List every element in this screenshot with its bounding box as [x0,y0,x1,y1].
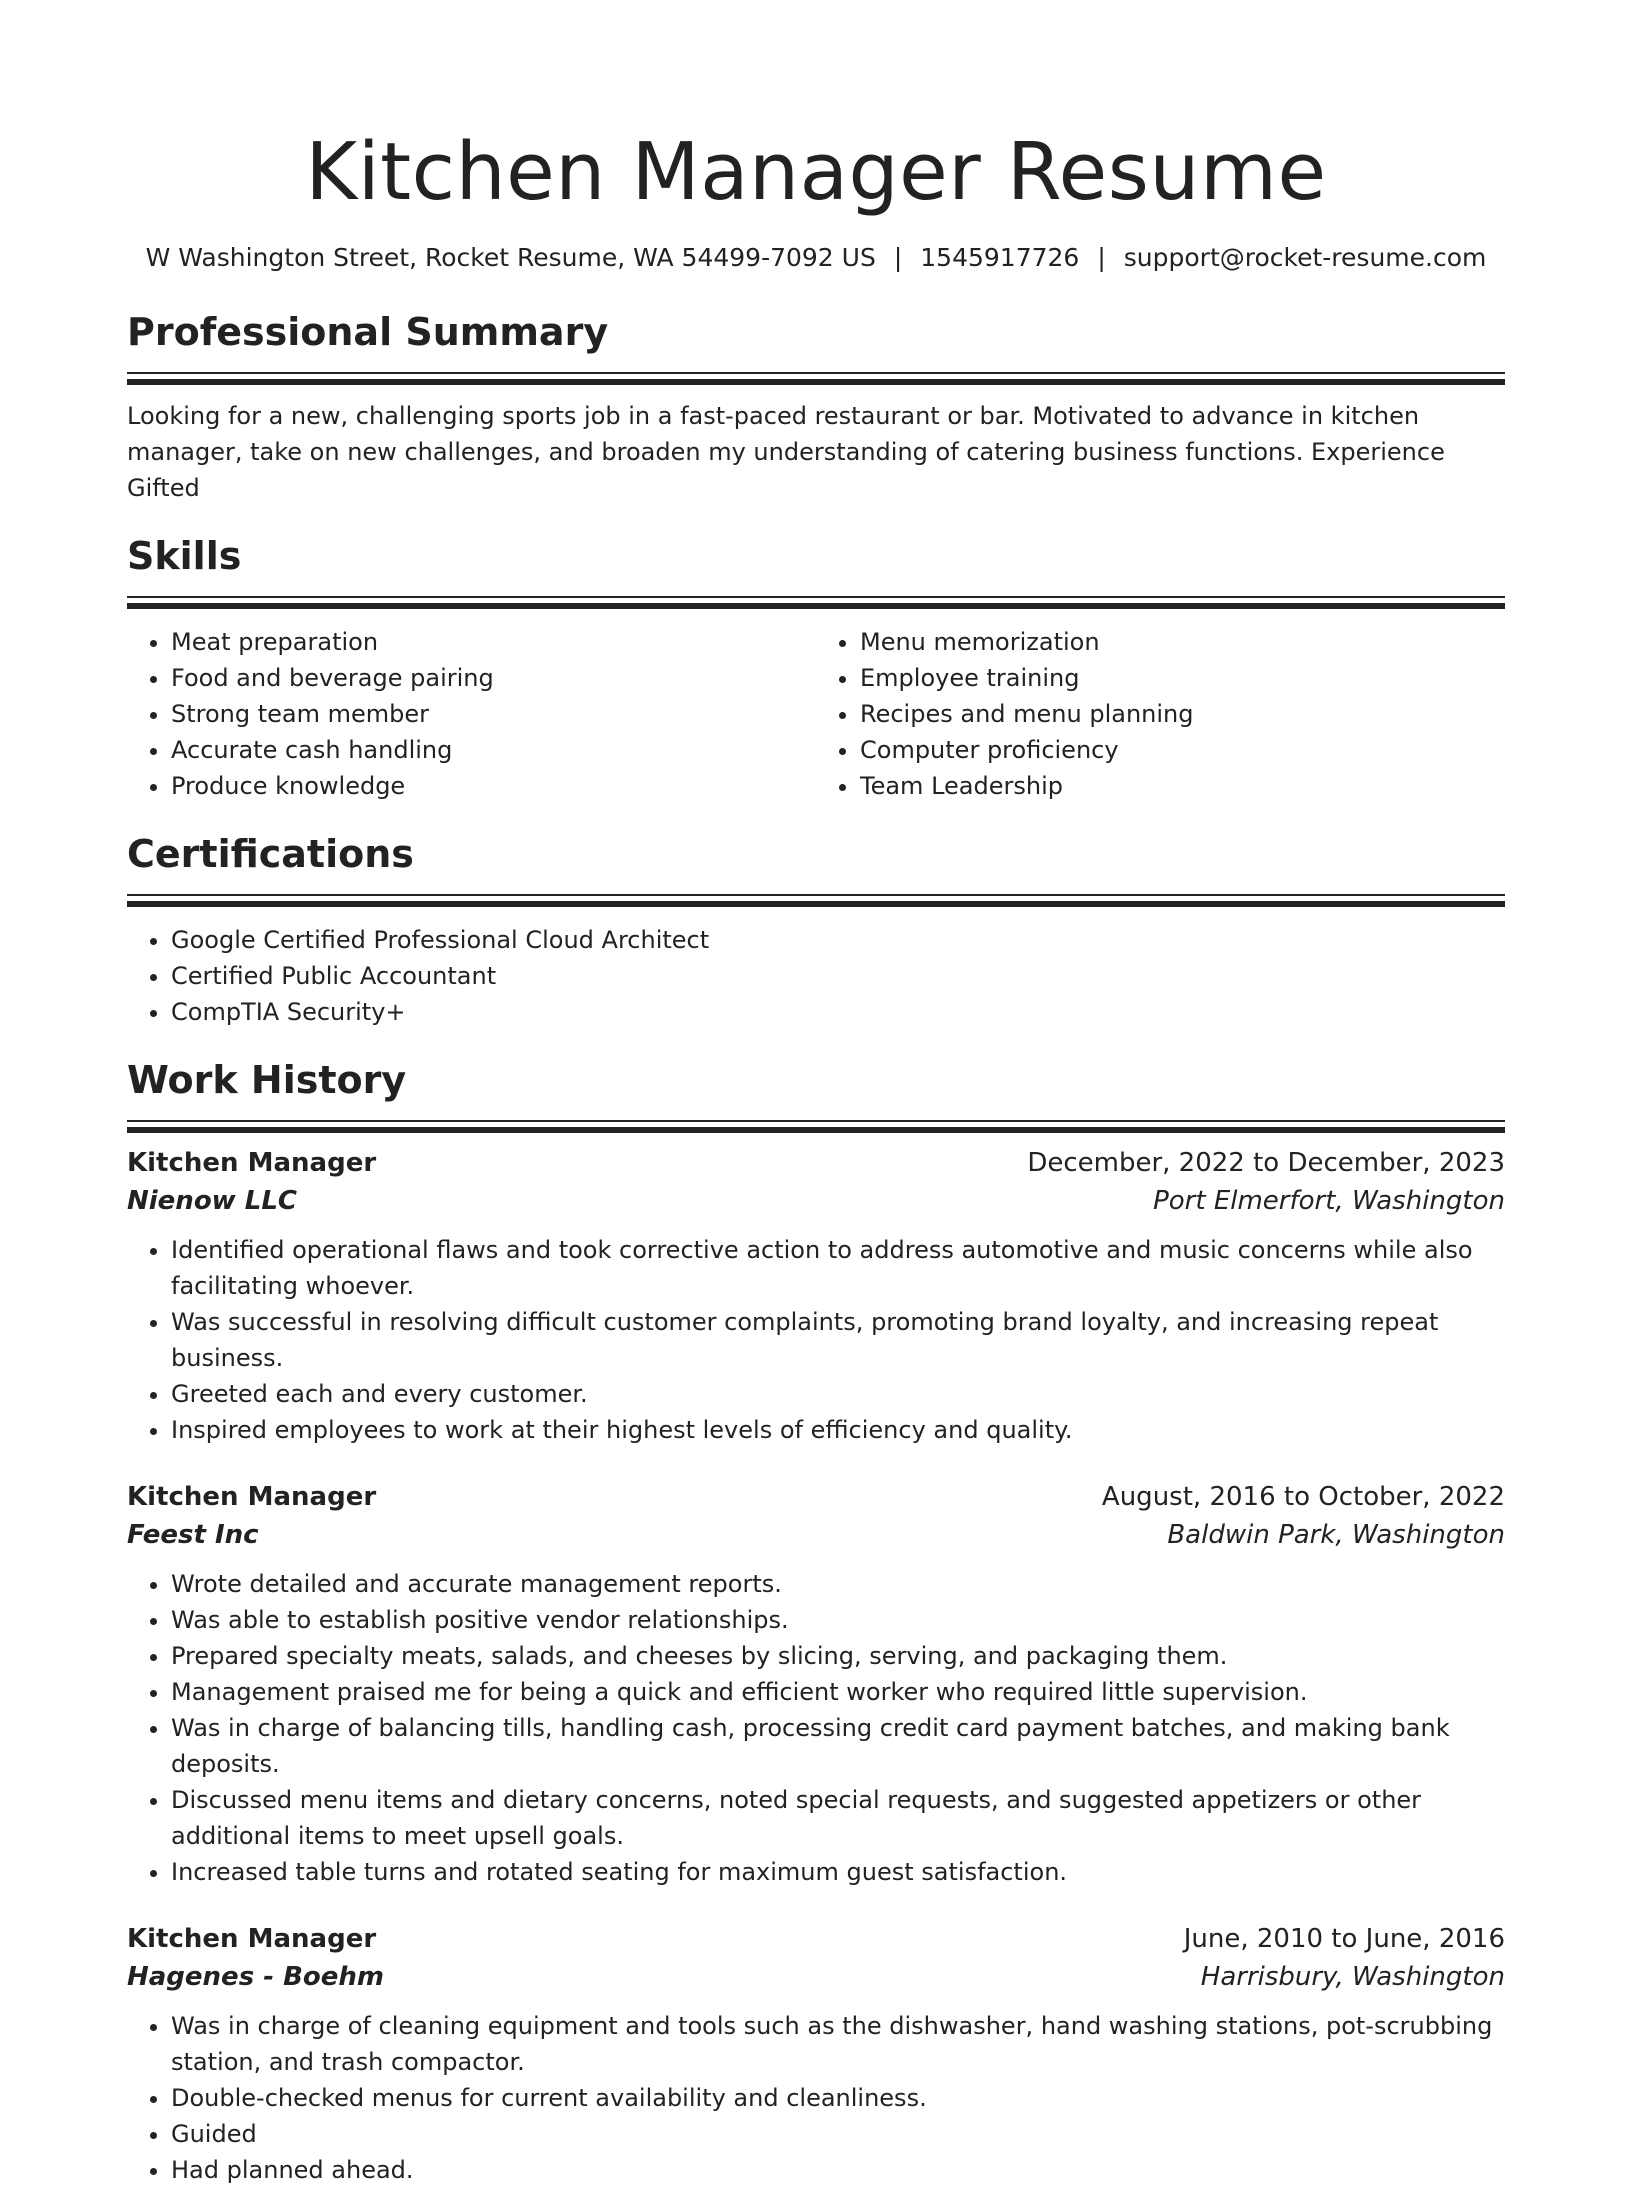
job-title: Kitchen Manager [127,1482,377,1512]
job-bullet: • Had planned ahead. [171,2152,1505,2188]
summary-text: Looking for a new, challenging sports job in a fast-paced restaurant or bar. Motivated to advance in kitchen manager, take on new challenges, and broaden my understanding of catering business functions. Experience Gifted [127,402,1445,502]
job-title: Kitchen Manager [127,1148,377,1178]
job-header-row [127,1144,1505,1182]
job-subheader-row [127,1516,1505,1554]
skill-item: • Team Leadership [860,768,1505,804]
skill-item: • Employee training [860,660,1505,696]
skill-item: • Produce knowledge [171,768,816,804]
skill-item: • Accurate cash handling [171,732,816,768]
contact-separator: | [893,243,903,272]
job-bullet: • Wrote detailed and accurate management reports. [171,1566,1505,1602]
work-history-section [127,1056,1505,2188]
job-entry [127,1144,1505,1448]
job-bullet: • Was successful in resolving difficult customer complaints, promoting brand loyalty, and increasing repeat business. [171,1304,1505,1376]
skills-list-right [816,624,1505,804]
contact-line [127,240,1505,276]
job-bullet: • Was in charge of balancing tills, handling cash, processing credit card payment batches, and making bank deposits. [171,1710,1505,1782]
job-dates: August, 2016 to October, 2022 [1101,1482,1505,1512]
contact-address: W Washington Street, Rocket Resume, WA 54499-7092 US [145,243,876,272]
section-divider [127,1120,1505,1132]
job-title: Kitchen Manager [127,1924,377,1954]
job-bullet: • Identified operational flaws and took corrective action to address automotive and music concerns while also facilitating whoever. [171,1232,1505,1304]
section-divider [127,894,1505,906]
job-bullet: • Greeted each and every customer. [171,1376,1505,1412]
job-bullets [127,1232,1505,1448]
job-bullet: • Prepared specialty meats, salads, and cheeses by slicing, serving, and packaging them. [171,1638,1505,1674]
job-subheader-row [127,1182,1505,1220]
summary-section [127,308,1505,506]
job-bullet: • Discussed menu items and dietary concerns, noted special requests, and suggested appetizers or other additional items to meet upsell goals. [171,1782,1505,1854]
certification-item: • Certified Public Accountant [171,958,1505,994]
skill-item: • Meat preparation [171,624,816,660]
job-company: Nienow LLC [127,1186,297,1216]
contact-email: support@rocket-resume.com [1123,243,1487,272]
job-company: Feest Inc [127,1520,259,1550]
job-dates: June, 2010 to June, 2016 [1183,1924,1505,1954]
job-bullet: • Inspired employees to work at their highest levels of efficiency and quality. [171,1412,1505,1448]
skill-item: • Strong team member [171,696,816,732]
skill-item: • Computer proficiency [860,732,1505,768]
skills-columns [127,624,1505,804]
job-bullet: • Management praised me for being a quick and efficient worker who required little supervision. [171,1674,1505,1710]
certification-item: • Google Certified Professional Cloud Architect [171,922,1505,958]
skill-item: • Menu memorization [860,624,1505,660]
job-entry [127,1478,1505,1890]
section-heading-work-history: Work History [127,1058,407,1102]
certifications-list [127,922,1505,1030]
job-bullet: • Guided [171,2116,1505,2152]
job-header-row [127,1478,1505,1516]
job-bullet: • Increased table turns and rotated seating for maximum guest satisfaction. [171,1854,1505,1890]
section-divider [127,372,1505,384]
contact-phone: 1545917726 [920,243,1080,272]
section-heading-summary: Professional Summary [127,310,609,354]
contact-separator: | [1097,243,1106,272]
section-heading-certifications: Certifications [127,832,414,876]
job-bullet: • Was in charge of cleaning equipment and tools such as the dishwasher, hand washing stations, pot-scrubbing station, and trash compactor. [171,2008,1505,2080]
job-bullet: • Was able to establish positive vendor relationships. [171,1602,1505,1638]
certifications-section [127,830,1505,1030]
job-header-row [127,1920,1505,1958]
job-company: Hagenes - Boehm [127,1962,384,1992]
certification-item: • CompTIA Security+ [171,994,1505,1030]
job-location: Baldwin Park, Washington [1167,1520,1505,1550]
skill-item: • Recipes and menu planning [860,696,1505,732]
section-divider [127,596,1505,608]
skill-item: • Food and beverage pairing [171,660,816,696]
resume-title: Kitchen Manager Resume [305,126,1327,218]
job-subheader-row [127,1958,1505,1996]
job-bullets [127,1566,1505,1890]
job-location: Port Elmerfort, Washington [1153,1186,1505,1216]
job-dates: December, 2022 to December, 2023 [1027,1148,1505,1178]
section-heading-skills: Skills [127,534,242,578]
job-entry [127,1920,1505,2188]
job-location: Harrisbury, Washington [1200,1962,1505,1992]
skills-section [127,532,1505,804]
skills-list-left [127,624,816,804]
job-bullets [127,2008,1505,2188]
job-bullet: • Double-checked menus for current availability and cleanliness. [171,2080,1505,2116]
